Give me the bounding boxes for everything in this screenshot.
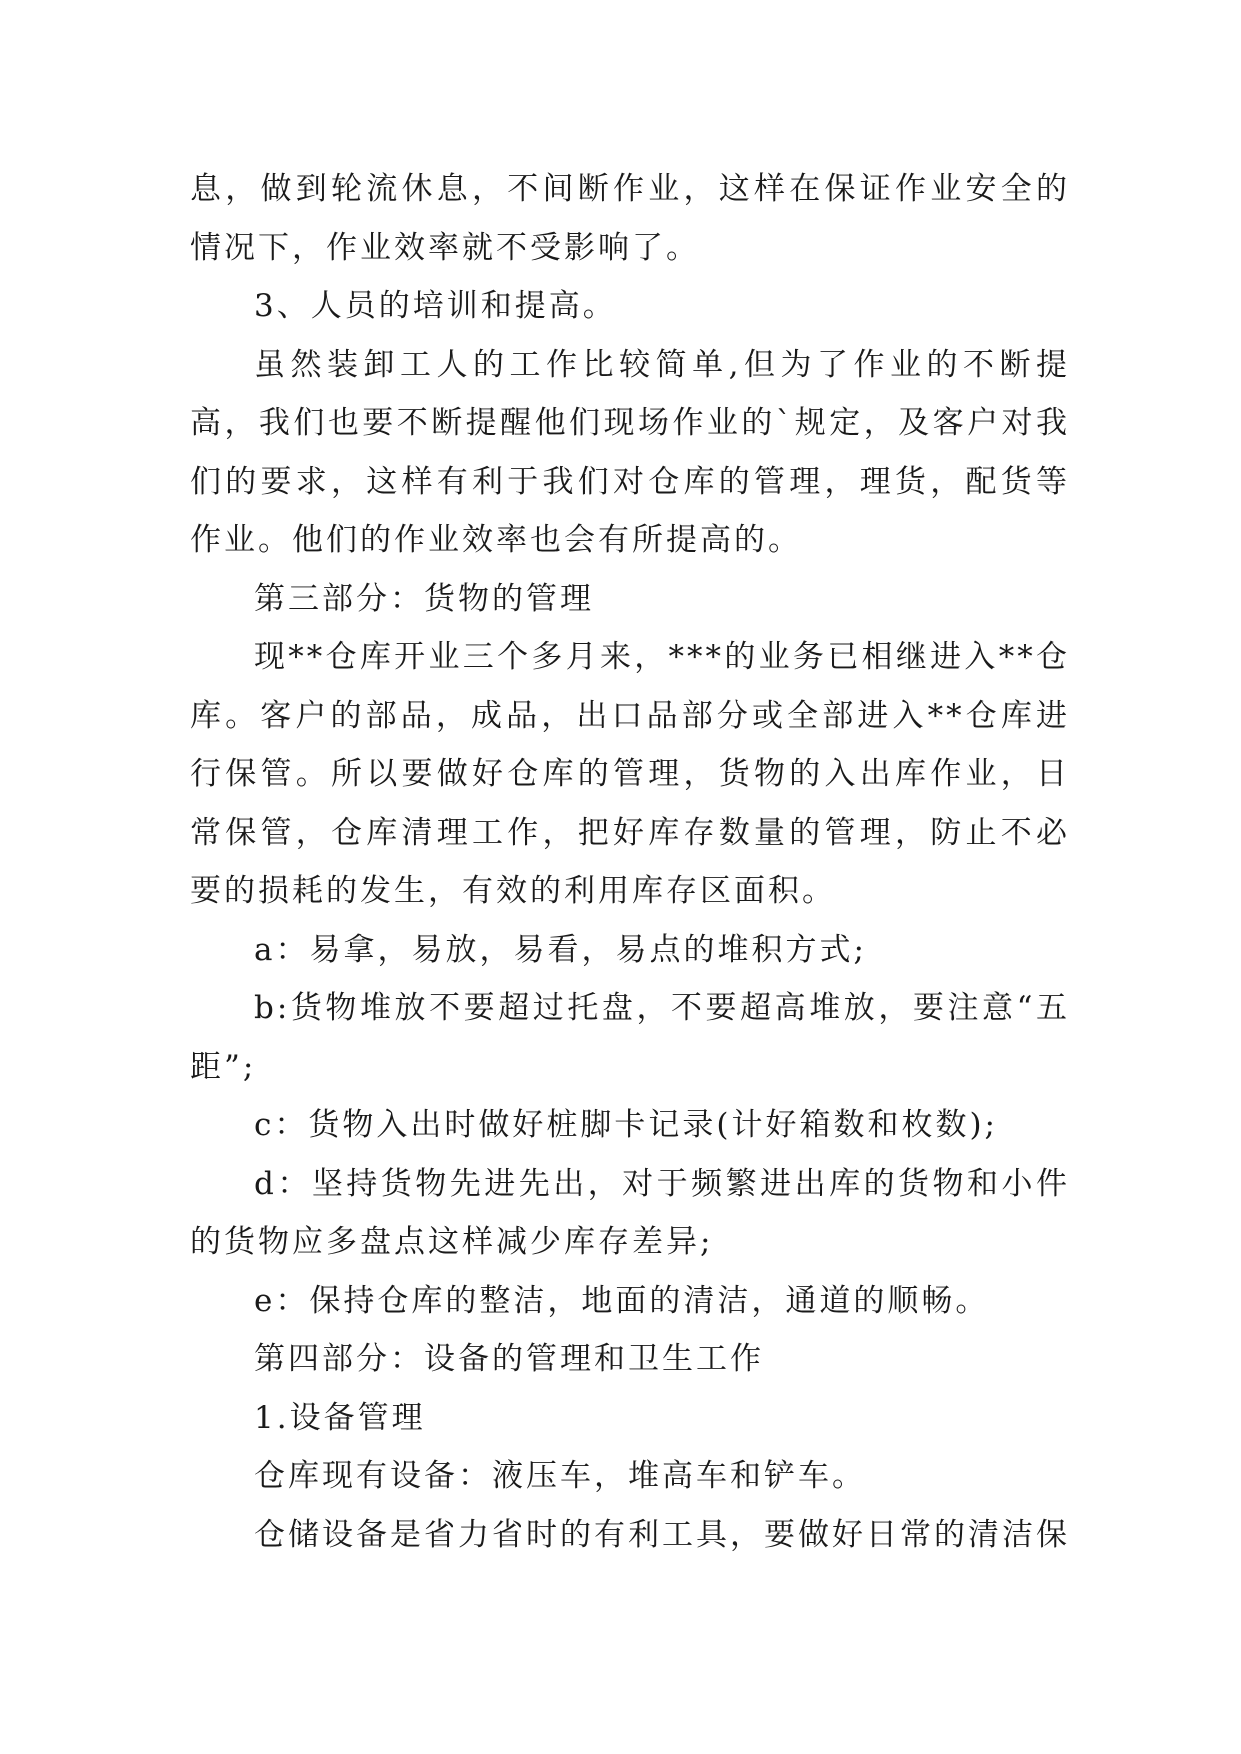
list-item: a：易拿，易放，易看，易点的堆积方式; (254, 931, 867, 968)
section-heading: 第三部分：货物的管理 (254, 580, 594, 617)
subsection-heading: 1.设备管理 (254, 1399, 426, 1436)
document-body (190, 160, 1070, 1564)
list-item: b:货物堆放不要超过托盘，不要超高堆放，要注意“五距”; (190, 990, 1070, 1085)
paragraph: 仓储设备是省力省时的有利工具，要做好日常的清洁保 (254, 1516, 1070, 1553)
paragraph: 仓库现有设备：液压车，堆高车和铲车。 (254, 1458, 866, 1494)
paragraph: 现**仓库开业三个多月来，***的业务已相继进入**仓库。客户的部品，成品，出口品部分或全部进入**仓库进行保管。所以要做好仓库的管理，货物的入出库作业，日常保管，仓库清理工作，把好库存数量的管理，防止不必要的损耗的发生，有效的利用库存区面积。 (190, 639, 1070, 909)
paragraph: 虽然装卸工人的工作比较简单,但为了作业的不断提高，我们也要不断提醒他们现场作业的`规定，及客户对我们的要求，这样有利于我们对仓库的管理，理货，配货等作业。他们的作业效率也会有所提高的。 (190, 346, 1070, 558)
section-heading: 第四部分：设备的管理和卫生工作 (254, 1341, 764, 1377)
list-item: c：货物入出时做好桩脚卡记录(计好箱数和枚数); (254, 1107, 998, 1143)
list-item: e：保持仓库的整洁，地面的清洁，通道的顺畅。 (254, 1282, 990, 1319)
list-item: d：坚持货物先进先出，对于频繁进出库的货物和小件的货物应多盘点这样减少库存差异; (190, 1165, 1070, 1260)
paragraph: 3、人员的培训和提高。 (254, 288, 617, 324)
paragraph: 息，做到轮流休息，不间断作业，这样在保证作业安全的情况下，作业效率就不受影响了。 (190, 171, 1070, 266)
